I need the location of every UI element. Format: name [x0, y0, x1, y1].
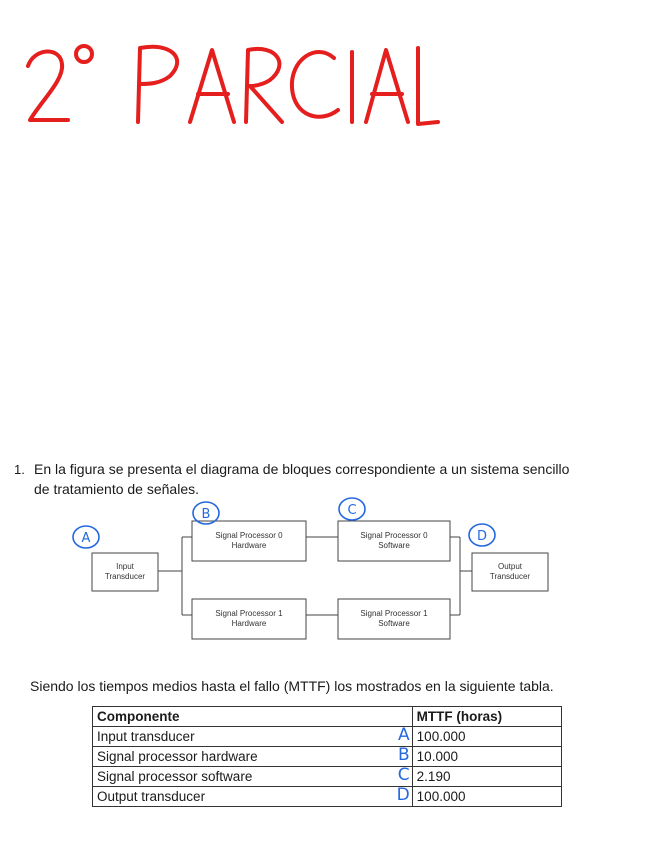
annotation-letter: D — [396, 785, 410, 805]
question-line-2: de tratamiento de señales. — [34, 481, 199, 497]
question-line-1: En la figura se presenta el diagrama de bloques correspondiente a un sistema sencillo — [34, 461, 570, 477]
block-label: Software — [378, 619, 410, 628]
block-diagram — [70, 495, 570, 650]
table-row — [93, 767, 562, 787]
block-label: Transducer — [489, 572, 531, 581]
header-mttf: MTTF (horas) — [412, 707, 561, 727]
table-row — [93, 787, 562, 807]
component-name: Signal processor software — [97, 769, 253, 784]
annotation-letter: C — [397, 765, 410, 785]
mttf-table — [92, 706, 562, 807]
block-input-transducer — [92, 553, 158, 591]
table-header-row — [93, 707, 562, 727]
mttf-value: 100.000 — [412, 727, 561, 747]
table-row — [93, 727, 562, 747]
annotation-letter: B — [398, 745, 410, 765]
header-component: Componente — [93, 707, 413, 727]
handwritten-title — [20, 28, 440, 138]
component-cell — [93, 767, 413, 787]
block-label: Hardware — [231, 541, 267, 550]
component-name: Input transducer — [97, 729, 195, 744]
block-sp1-hardware — [192, 599, 306, 639]
mttf-value: 2.190 — [412, 767, 561, 787]
annotation-d: D — [476, 529, 488, 544]
block-label: Output — [497, 562, 523, 571]
question-number: 1. — [14, 462, 25, 477]
block-label: Signal Processor 1 — [360, 609, 428, 618]
component-cell — [93, 727, 413, 747]
block-label: Software — [378, 541, 410, 550]
block-label: Transducer — [104, 572, 146, 581]
block-label: Input — [116, 562, 134, 571]
block-sp0-software — [338, 521, 450, 561]
annotation-a: A — [81, 531, 91, 546]
block-sp1-software — [338, 599, 450, 639]
component-cell — [93, 787, 413, 807]
mttf-value: 10.000 — [412, 747, 561, 767]
block-label: Hardware — [231, 619, 267, 628]
block-sp0-hardware — [192, 521, 306, 561]
component-cell — [93, 747, 413, 767]
annotation-letter: A — [398, 725, 410, 745]
block-label: Signal Processor 0 — [215, 531, 283, 540]
block-label: Signal Processor 0 — [360, 531, 428, 540]
component-name: Output transducer — [97, 789, 206, 804]
block-label: Signal Processor 1 — [215, 609, 283, 618]
table-row — [93, 747, 562, 767]
annotation-c: C — [347, 503, 357, 518]
question-text — [34, 459, 656, 499]
annotation-b: B — [201, 507, 211, 522]
table-caption: Siendo los tiempos medios hasta el fallo (MTTF) los mostrados en la siguiente tabla. — [30, 678, 554, 694]
component-name: Signal processor hardware — [97, 749, 258, 764]
block-output-transducer — [472, 553, 548, 591]
mttf-value: 100.000 — [412, 787, 561, 807]
